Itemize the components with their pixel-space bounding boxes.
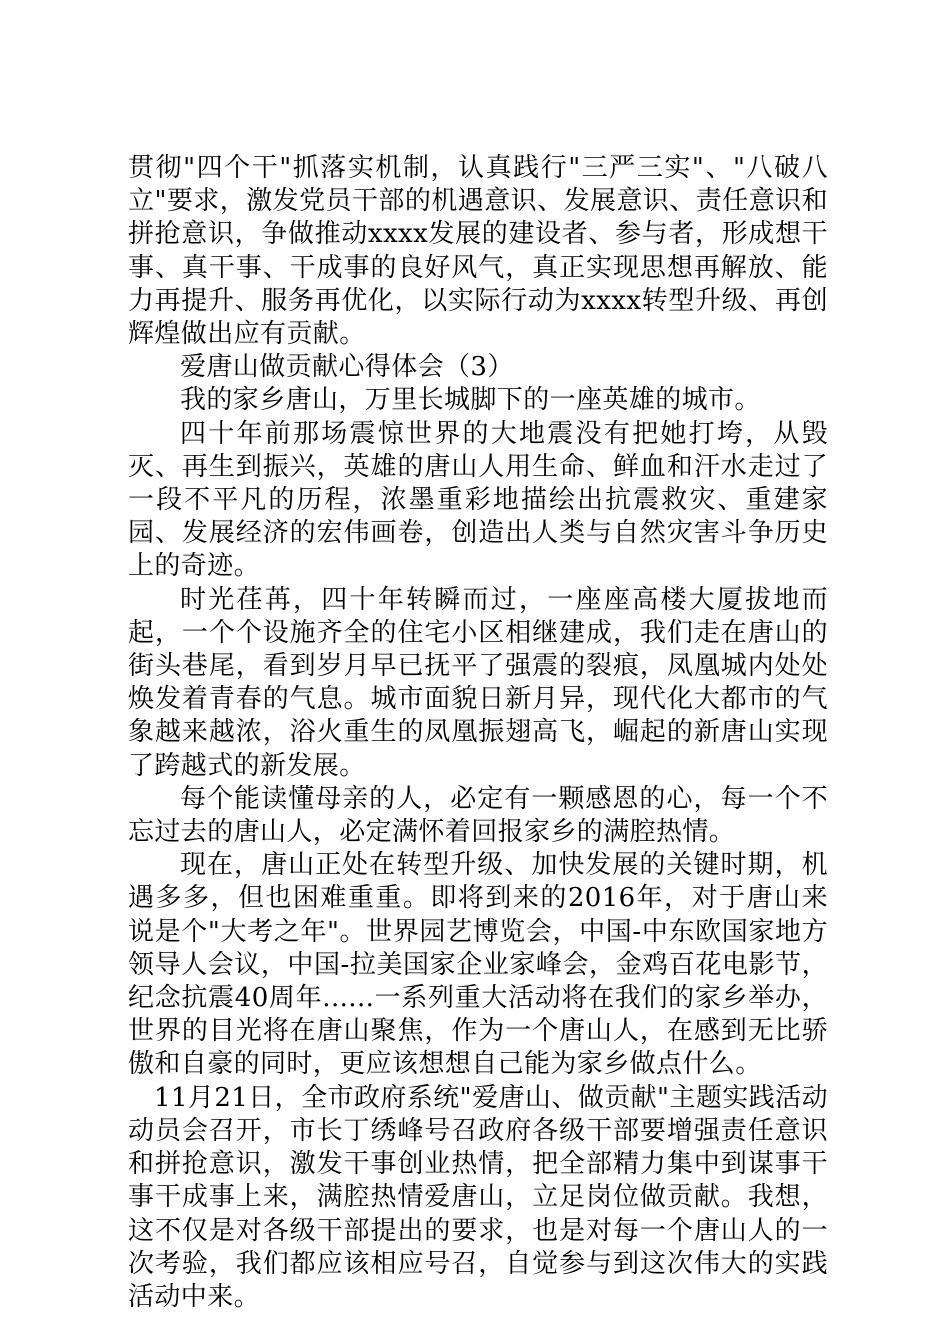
body-paragraph: 时光荏苒，四十年转瞬而过，一座座高楼大厦拔地而起，一个个设施齐全的住宅小区相继建成，我们走在唐山的街头巷尾，看到岁月早已抚平了强震的裂痕，凤凰城内处处焕发着青春的气息。城市面貌日新月异，现代化大都市的气象越来越浓，浴火重生的凤凰振翅高飞，崛起的新唐山实现了跨越式的新发展。 (128, 584, 828, 781)
body-paragraph: 现在，唐山正处在转型升级、加快发展的关键时期，机遇多多，但也困难重重。即将到来的2016年，对于唐山来说是个"大考之年"。世界园艺博览会，中国-中东欧国家地方领导人会议，中国-拉美国家企业家峰会，金鸡百花电影节，纪念抗震40周年......一系列重大活动将在我们的家乡举办，世界的目光将在唐山聚焦，作为一个唐山人，在感到无比骄傲和自豪的同时，更应该想想自己能为家乡做点什么。 (128, 850, 828, 1080)
body-paragraph: 贯彻"四个干"抓落实机制，认真践行"三严三实"、"八破八立"要求，激发党员干部的机遇意识、发展意识、责任意识和拼抢意识，争做推动xxxx发展的建设者、参与者，形成想干事、真干事、干成事的良好风气，真正实现思想再解放、能力再提升、服务再优化，以实际行动为xxxx转型升级、再创辉煌做出应有贡献。 (128, 153, 828, 350)
document-body (128, 152, 828, 1314)
body-paragraph: 四十年前那场震惊世界的大地震没有把她打垮，从毁灭、再生到振兴，英雄的唐山人用生命、鲜血和汗水走过了一段不平凡的历程，浓墨重彩地描绘出抗震救灾、重建家园、发展经济的宏伟画卷，创造出人类与自然灾害斗争历史上的奇迹。 (128, 418, 828, 582)
body-paragraph: 11月21日，全市政府系统"爱唐山、做贡献"主题实践活动动员会召开，市长丁绣峰号召政府各级干部要增强责任意识和拼抢意识，激发干事创业热情，把全部精力集中到谋事干事干成事上来，满腔热情爱唐山，立足岗位做贡献。我想，这不仅是对各级干部提出的要求，也是对每一个唐山人的一次考验，我们都应该相应号召，自觉参与到这次伟大的实践活动中来。 (128, 1082, 828, 1312)
body-paragraph: 每个能读懂母亲的人，必定有一颗感恩的心，每一个不忘过去的唐山人，必定满怀着回报家乡的满腔热情。 (128, 783, 828, 848)
section-heading: 爱唐山做贡献心得体会（3） (180, 352, 514, 383)
body-paragraph: 我的家乡唐山，万里长城脚下的一座英雄的城市。 (180, 385, 761, 416)
